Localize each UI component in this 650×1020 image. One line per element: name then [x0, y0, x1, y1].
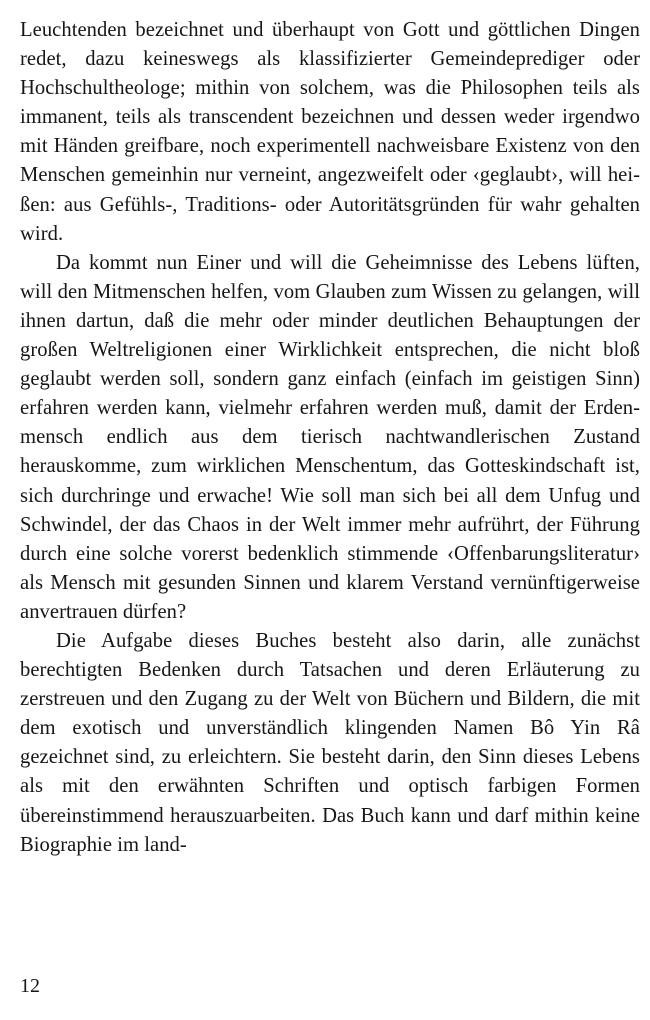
paragraph-3: Die Aufgabe dieses Buches besteht also darin, alle zunächst berechtigten Bedenken durch Tatsachen und deren Erläuterung zu zerstreuen und den Zugang zu der Welt von Büchern und Bildern, die mit dem exotisch und unverständlich klingenden Namen Bô Yin Râ gezeichnet sind, zu erleichtern. Sie besteht darin, den Sinn dieses Lebens als mit den erwähnten Schriften und optisch farbigen Formen übereinstimmend herauszuarbeiten. Das Buch kann und darf mithin keine Biographie im land- — [20, 629, 640, 856]
paragraph-1: Leuchtenden bezeichnet und überhaupt von Gott und göttlichen Dingen redet, dazu keineswegs als klassifizierter Gemeindeprediger oder Hochschultheologe; mithin von solchem, was die Philosophen teils als immanent, teils als transcendent bezeichnen und dessen weder irgendwo mit Händen greifbare, noch experimentell nachweisbare Existenz von den Menschen gemeinhin nur verneint, angezweifelt oder ‹geglaubt›, will heißen: aus Gefühls-, Traditions- oder Autoritätsgründen für wahr gehalten wird. — [20, 19, 640, 245]
paragraph-2: Da kommt nun Einer und will die Geheimnisse des Lebens lüften, will den Mitmenschen helfen, vom Glauben zum Wissen zu gelangen, will ihnen dartun, daß die mehr oder minder deutlichen Behauptungen der großen Weltreligionen einer Wirklichkeit entsprechen, die nicht bloß geglaubt werden soll, sondern ganz einfach (einfach im geistigen Sinn) erfahren werden kann, vielmehr erfahren werden muß, damit der Erdenmensch endlich aus dem tierisch nachtwandlerischen Zustand herauskomme, zum wirklichen Menschentum, das Gotteskindschaft ist, sich durchringe und erwache! Wie soll man sich bei all dem Unfug und Schwindel, der das Chaos in der Welt immer mehr aufrührt, der Führung durch eine solche vorerst bedenklich stimmende ‹Offenbarungsliteratur› als Mensch mit gesunden Sinnen und klarem Verstand vernünftigerweise anvertrauen dürfen? — [20, 251, 640, 623]
page-number: 12 — [20, 975, 40, 997]
page-body — [20, 16, 640, 860]
